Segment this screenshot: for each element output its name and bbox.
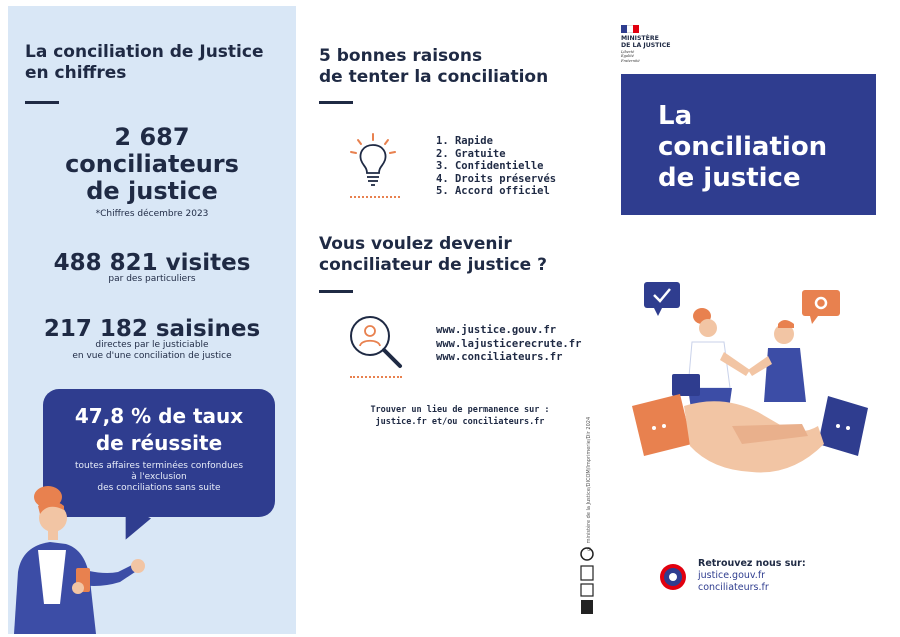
stat-visits-value: 488 821 visites: [53, 250, 251, 276]
become-icon-underline: [350, 376, 402, 378]
gear-bubble-icon: [802, 290, 840, 316]
recruit-links: [436, 324, 581, 365]
reasons-icon-underline: [350, 196, 400, 198]
cover-hero: [621, 74, 876, 215]
title-divider: [25, 101, 59, 104]
stat-conciliators-note: *Chiffres décembre 2023: [95, 209, 209, 219]
print-credit: © ministère de la Justice/DICOM/Imprimerie/Dir 2024: [586, 416, 592, 551]
handshake-illustration: [632, 276, 872, 506]
stat-referrals-note-1: directes par le justiciable: [95, 340, 209, 350]
ministry-name-line-1: MINISTÈRE: [621, 35, 659, 42]
success-rate-line-1: 47,8 % de taux: [74, 404, 244, 428]
cover-panel: [602, 6, 898, 634]
reasons-list: [436, 135, 556, 198]
link-justice[interactable]: www.justice.gouv.fr: [436, 324, 557, 336]
ministry-logo: [621, 25, 670, 63]
recycling-icon: [578, 546, 596, 616]
become-title-line-2: conciliateur de justice ?: [319, 255, 547, 275]
reason-item: 3. Confidentielle: [436, 160, 544, 172]
check-bubble-icon: [644, 282, 680, 308]
success-rate-value: [43, 403, 275, 457]
ministry-name: [621, 35, 670, 49]
success-rate-note-1: toutes affaires terminées confondues: [74, 461, 244, 471]
success-rate-line-2: de réussite: [95, 431, 223, 455]
permanence-line-1: Trouver un lieu de permanence sur :: [370, 405, 550, 415]
become-title: [319, 234, 547, 276]
woman-phone-illustration: [8, 484, 158, 634]
become-divider: [319, 290, 353, 293]
find-us-link[interactable]: conciliateurs.fr: [698, 582, 769, 593]
conciliateurs-badge-icon: [658, 562, 688, 592]
find-us-label: Retrouvez nous sur:: [698, 558, 806, 569]
success-rate-note-2: à l'exclusion: [131, 472, 187, 482]
become-title-line-1: Vous voulez devenir: [319, 234, 512, 254]
search-person-icon: [346, 312, 406, 370]
french-flag-icon: [621, 25, 639, 33]
reasons-panel: [300, 6, 600, 634]
reasons-title-line-1: 5 bonnes raisons: [319, 46, 483, 66]
reason-item: 4. Droits préservés: [436, 172, 557, 185]
stat-conciliators-label-2: de justice: [86, 177, 218, 205]
lightbulb-icon: [346, 132, 396, 190]
cover-title-line-2: conciliation: [658, 132, 828, 162]
stat-referrals-value: 217 182 saisines: [43, 316, 261, 342]
ministry-name-line-2: DE LA JUSTICE: [621, 42, 671, 49]
permanence-line-2: justice.fr et/ou conciliateurs.fr: [375, 417, 545, 427]
find-us-link[interactable]: justice.gouv.fr: [698, 570, 766, 581]
reason-item: 1. Rapide: [436, 135, 493, 147]
reason-item: 2. Gratuite: [436, 147, 506, 160]
cover-title-line-3: de justice: [658, 163, 801, 193]
cover-title-line-1: La: [658, 101, 693, 131]
cover-title: [658, 101, 868, 194]
stat-visits-note: par des particuliers: [108, 274, 196, 284]
link-conciliateurs[interactable]: www.conciliateurs.fr: [436, 351, 563, 363]
stats-panel: [8, 6, 296, 634]
reasons-divider: [319, 101, 353, 104]
motto-line: Fraternité: [621, 58, 640, 63]
stat-conciliators-value: 2 687: [114, 123, 190, 151]
find-us-block: [698, 558, 806, 594]
republic-motto: [621, 50, 670, 63]
reasons-title-line-2: de tenter la conciliation: [319, 67, 549, 87]
reasons-title: [319, 46, 548, 88]
motto-line: Égalité: [621, 54, 634, 59]
link-lajusticerecrute[interactable]: www.lajusticerecrute.fr: [436, 337, 582, 350]
stat-conciliators-label-1: conciliateurs: [65, 150, 239, 178]
stat-referrals-note-2: en vue d'une conciliation de justice: [72, 351, 232, 361]
motto-line: Liberté: [621, 50, 635, 54]
stats-title: La conciliation de Justice en chiffres: [25, 42, 264, 83]
success-rate-note-3: des conciliations sans suite: [97, 483, 221, 493]
reason-item: 5. Accord officiel: [436, 185, 550, 197]
permanence-info: [340, 404, 580, 428]
